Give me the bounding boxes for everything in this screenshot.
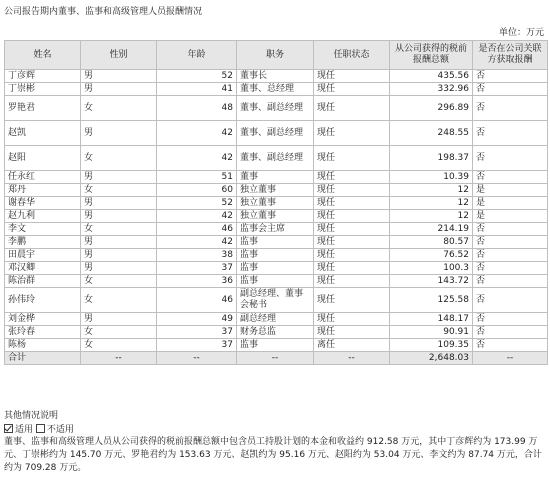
table-body [5, 70, 548, 352]
cell-gender: 女 [81, 223, 157, 236]
cell-status: 现任 [314, 249, 390, 262]
cell-related: 否 [473, 275, 548, 288]
cell-name: 李文 [5, 223, 81, 236]
option-not-applicable: 不适用 [46, 425, 74, 435]
cell-pay: 248.55 [390, 121, 473, 146]
cell-age: 42 [157, 210, 237, 223]
cell-related: 否 [473, 96, 548, 121]
cell-position: 监事 [237, 262, 314, 275]
cell-pay: 12 [390, 184, 473, 197]
cell-pay: 143.72 [390, 275, 473, 288]
cell-related: 是 [473, 210, 548, 223]
cell-pay: 148.17 [390, 313, 473, 326]
cell-position: 独立董事 [237, 210, 314, 223]
cell-name: 谢春华 [5, 197, 81, 210]
cell-position: 董事长 [237, 70, 314, 83]
column-header-position: 职务 [237, 41, 314, 70]
cell-related: 否 [473, 70, 548, 83]
cell-status: 现任 [314, 171, 390, 184]
total-position: -- [237, 352, 314, 365]
cell-related: 是 [473, 197, 548, 210]
table-row [5, 121, 548, 146]
cell-pay: 109.35 [390, 339, 473, 352]
total-pay: 2,648.03 [390, 352, 473, 365]
total-age: -- [157, 352, 237, 365]
cell-position: 董事、副总经理 [237, 146, 314, 171]
cell-status: 现任 [314, 236, 390, 249]
table-row [5, 262, 548, 275]
cell-age: 41 [157, 83, 237, 96]
cell-pay: 198.37 [390, 146, 473, 171]
cell-gender: 男 [81, 83, 157, 96]
cell-age: 49 [157, 313, 237, 326]
cell-gender: 男 [81, 171, 157, 184]
table-row [5, 339, 548, 352]
applicability-options [4, 422, 74, 435]
cell-pay: 100.3 [390, 262, 473, 275]
cell-related: 否 [473, 249, 548, 262]
cell-pay: 10.39 [390, 171, 473, 184]
cell-gender: 男 [81, 70, 157, 83]
checked-box-icon [4, 424, 13, 433]
cell-gender: 男 [81, 313, 157, 326]
cell-pay: 435.56 [390, 70, 473, 83]
cell-position: 董事、总经理 [237, 83, 314, 96]
cell-status: 现任 [314, 326, 390, 339]
table-row [5, 96, 548, 121]
unit-label: 单位：万元 [498, 28, 544, 38]
cell-gender: 女 [81, 326, 157, 339]
cell-age: 37 [157, 339, 237, 352]
column-header-gender: 性别 [81, 41, 157, 70]
cell-name: 赵凯 [5, 121, 81, 146]
cell-age: 48 [157, 96, 237, 121]
cell-name: 孙伟玲 [5, 288, 81, 313]
table-row [5, 197, 548, 210]
cell-age: 42 [157, 121, 237, 146]
cell-position: 独立董事 [237, 197, 314, 210]
cell-gender: 男 [81, 249, 157, 262]
cell-gender: 男 [81, 262, 157, 275]
cell-related: 否 [473, 236, 548, 249]
cell-gender: 女 [81, 96, 157, 121]
other-info-note: 董事、监事和高级管理人员从公司获得的税前报酬总额中包含员工持股计划的本金和收益约 912.58 万元，其中丁彦辉约为 173.99 万元、丁崇彬约为 145.70 万元、罗艳君约为 153.63 万元、赵凯约为 95.16 万元、赵阳约为 53.04 万元、李文约为 87.74 万元，合计约为 709.28 万元。 [4, 437, 542, 473]
cell-related: 是 [473, 184, 548, 197]
cell-gender: 男 [81, 236, 157, 249]
cell-related: 否 [473, 313, 548, 326]
cell-status: 现任 [314, 184, 390, 197]
cell-related: 否 [473, 339, 548, 352]
table-row [5, 184, 548, 197]
table-row [5, 313, 548, 326]
compensation-table [4, 40, 548, 365]
cell-name: 陈杨 [5, 339, 81, 352]
cell-pay: 76.52 [390, 249, 473, 262]
total-label: 合计 [5, 352, 81, 365]
cell-name: 刘金桦 [5, 313, 81, 326]
cell-status: 现任 [314, 83, 390, 96]
cell-status: 现任 [314, 223, 390, 236]
cell-name: 邓汉卿 [5, 262, 81, 275]
table-row [5, 236, 548, 249]
column-header-status: 任职状态 [314, 41, 390, 70]
cell-pay: 12 [390, 210, 473, 223]
cell-pay: 332.96 [390, 83, 473, 96]
cell-name: 陈治群 [5, 275, 81, 288]
cell-gender: 男 [81, 121, 157, 146]
cell-pay: 90.91 [390, 326, 473, 339]
cell-name: 罗艳君 [5, 96, 81, 121]
cell-name: 张玲春 [5, 326, 81, 339]
cell-name: 田晨宇 [5, 249, 81, 262]
cell-gender: 女 [81, 288, 157, 313]
cell-related: 否 [473, 121, 548, 146]
cell-gender: 女 [81, 184, 157, 197]
cell-related: 否 [473, 262, 548, 275]
table-row [5, 288, 548, 313]
cell-related: 否 [473, 288, 548, 313]
cell-position: 监事 [237, 275, 314, 288]
cell-age: 42 [157, 236, 237, 249]
cell-status: 现任 [314, 96, 390, 121]
cell-status: 现任 [314, 210, 390, 223]
total-row [5, 352, 548, 365]
cell-age: 46 [157, 223, 237, 236]
cell-age: 46 [157, 288, 237, 313]
cell-name: 任永红 [5, 171, 81, 184]
cell-name: 赵九利 [5, 210, 81, 223]
table-row [5, 83, 548, 96]
cell-age: 37 [157, 326, 237, 339]
cell-name: 丁彦辉 [5, 70, 81, 83]
cell-status: 现任 [314, 313, 390, 326]
cell-position: 副总经理 [237, 313, 314, 326]
table-row [5, 249, 548, 262]
cell-position: 监事 [237, 339, 314, 352]
cell-pay: 80.57 [390, 236, 473, 249]
cell-gender: 男 [81, 197, 157, 210]
cell-age: 51 [157, 171, 237, 184]
total-status: -- [314, 352, 390, 365]
cell-related: 否 [473, 83, 548, 96]
cell-pay: 296.89 [390, 96, 473, 121]
cell-status: 现任 [314, 121, 390, 146]
cell-status: 现任 [314, 288, 390, 313]
cell-related: 否 [473, 326, 548, 339]
cell-name: 郑丹 [5, 184, 81, 197]
column-header-name: 姓名 [5, 41, 81, 70]
cell-age: 60 [157, 184, 237, 197]
table-row [5, 210, 548, 223]
cell-status: 现任 [314, 70, 390, 83]
cell-position: 监事 [237, 249, 314, 262]
table-heading: 公司报告期内董事、监事和高级管理人员报酬情况 [4, 7, 203, 17]
table-row [5, 171, 548, 184]
cell-position: 监事 [237, 236, 314, 249]
cell-status: 现任 [314, 262, 390, 275]
cell-status: 离任 [314, 339, 390, 352]
unchecked-box-icon [36, 424, 45, 433]
cell-pay: 125.58 [390, 288, 473, 313]
other-info-title: 其他情况说明 [4, 411, 59, 421]
cell-position: 财务总监 [237, 326, 314, 339]
cell-gender: 女 [81, 275, 157, 288]
total-gender: -- [81, 352, 157, 365]
table-row [5, 326, 548, 339]
cell-gender: 女 [81, 146, 157, 171]
cell-age: 37 [157, 262, 237, 275]
cell-position: 董事 [237, 171, 314, 184]
cell-position: 独立董事 [237, 184, 314, 197]
cell-name: 丁崇彬 [5, 83, 81, 96]
column-header-pay: 从公司获得的税前报酬总额 [390, 41, 473, 70]
cell-position: 副总经理、董事会秘书 [237, 288, 314, 313]
cell-related: 否 [473, 171, 548, 184]
table-header-row [5, 41, 548, 70]
cell-age: 36 [157, 275, 237, 288]
cell-status: 现任 [314, 146, 390, 171]
table-row [5, 275, 548, 288]
cell-position: 董事、副总经理 [237, 121, 314, 146]
cell-related: 否 [473, 146, 548, 171]
cell-gender: 女 [81, 339, 157, 352]
cell-position: 监事会主席 [237, 223, 314, 236]
cell-name: 李鹏 [5, 236, 81, 249]
cell-status: 现任 [314, 275, 390, 288]
cell-position: 董事、副总经理 [237, 96, 314, 121]
cell-age: 38 [157, 249, 237, 262]
cell-age: 52 [157, 70, 237, 83]
cell-pay: 214.19 [390, 223, 473, 236]
column-header-related: 是否在公司关联方获取报酬 [473, 41, 548, 70]
cell-name: 赵阳 [5, 146, 81, 171]
cell-pay: 12 [390, 197, 473, 210]
column-header-age: 年龄 [157, 41, 237, 70]
cell-related: 否 [473, 223, 548, 236]
option-applicable: 适用 [15, 425, 34, 435]
table-row [5, 70, 548, 83]
table-row [5, 146, 548, 171]
cell-status: 现任 [314, 197, 390, 210]
cell-gender: 男 [81, 210, 157, 223]
cell-age: 52 [157, 197, 237, 210]
total-related: -- [473, 352, 548, 365]
cell-age: 42 [157, 146, 237, 171]
table-row [5, 223, 548, 236]
